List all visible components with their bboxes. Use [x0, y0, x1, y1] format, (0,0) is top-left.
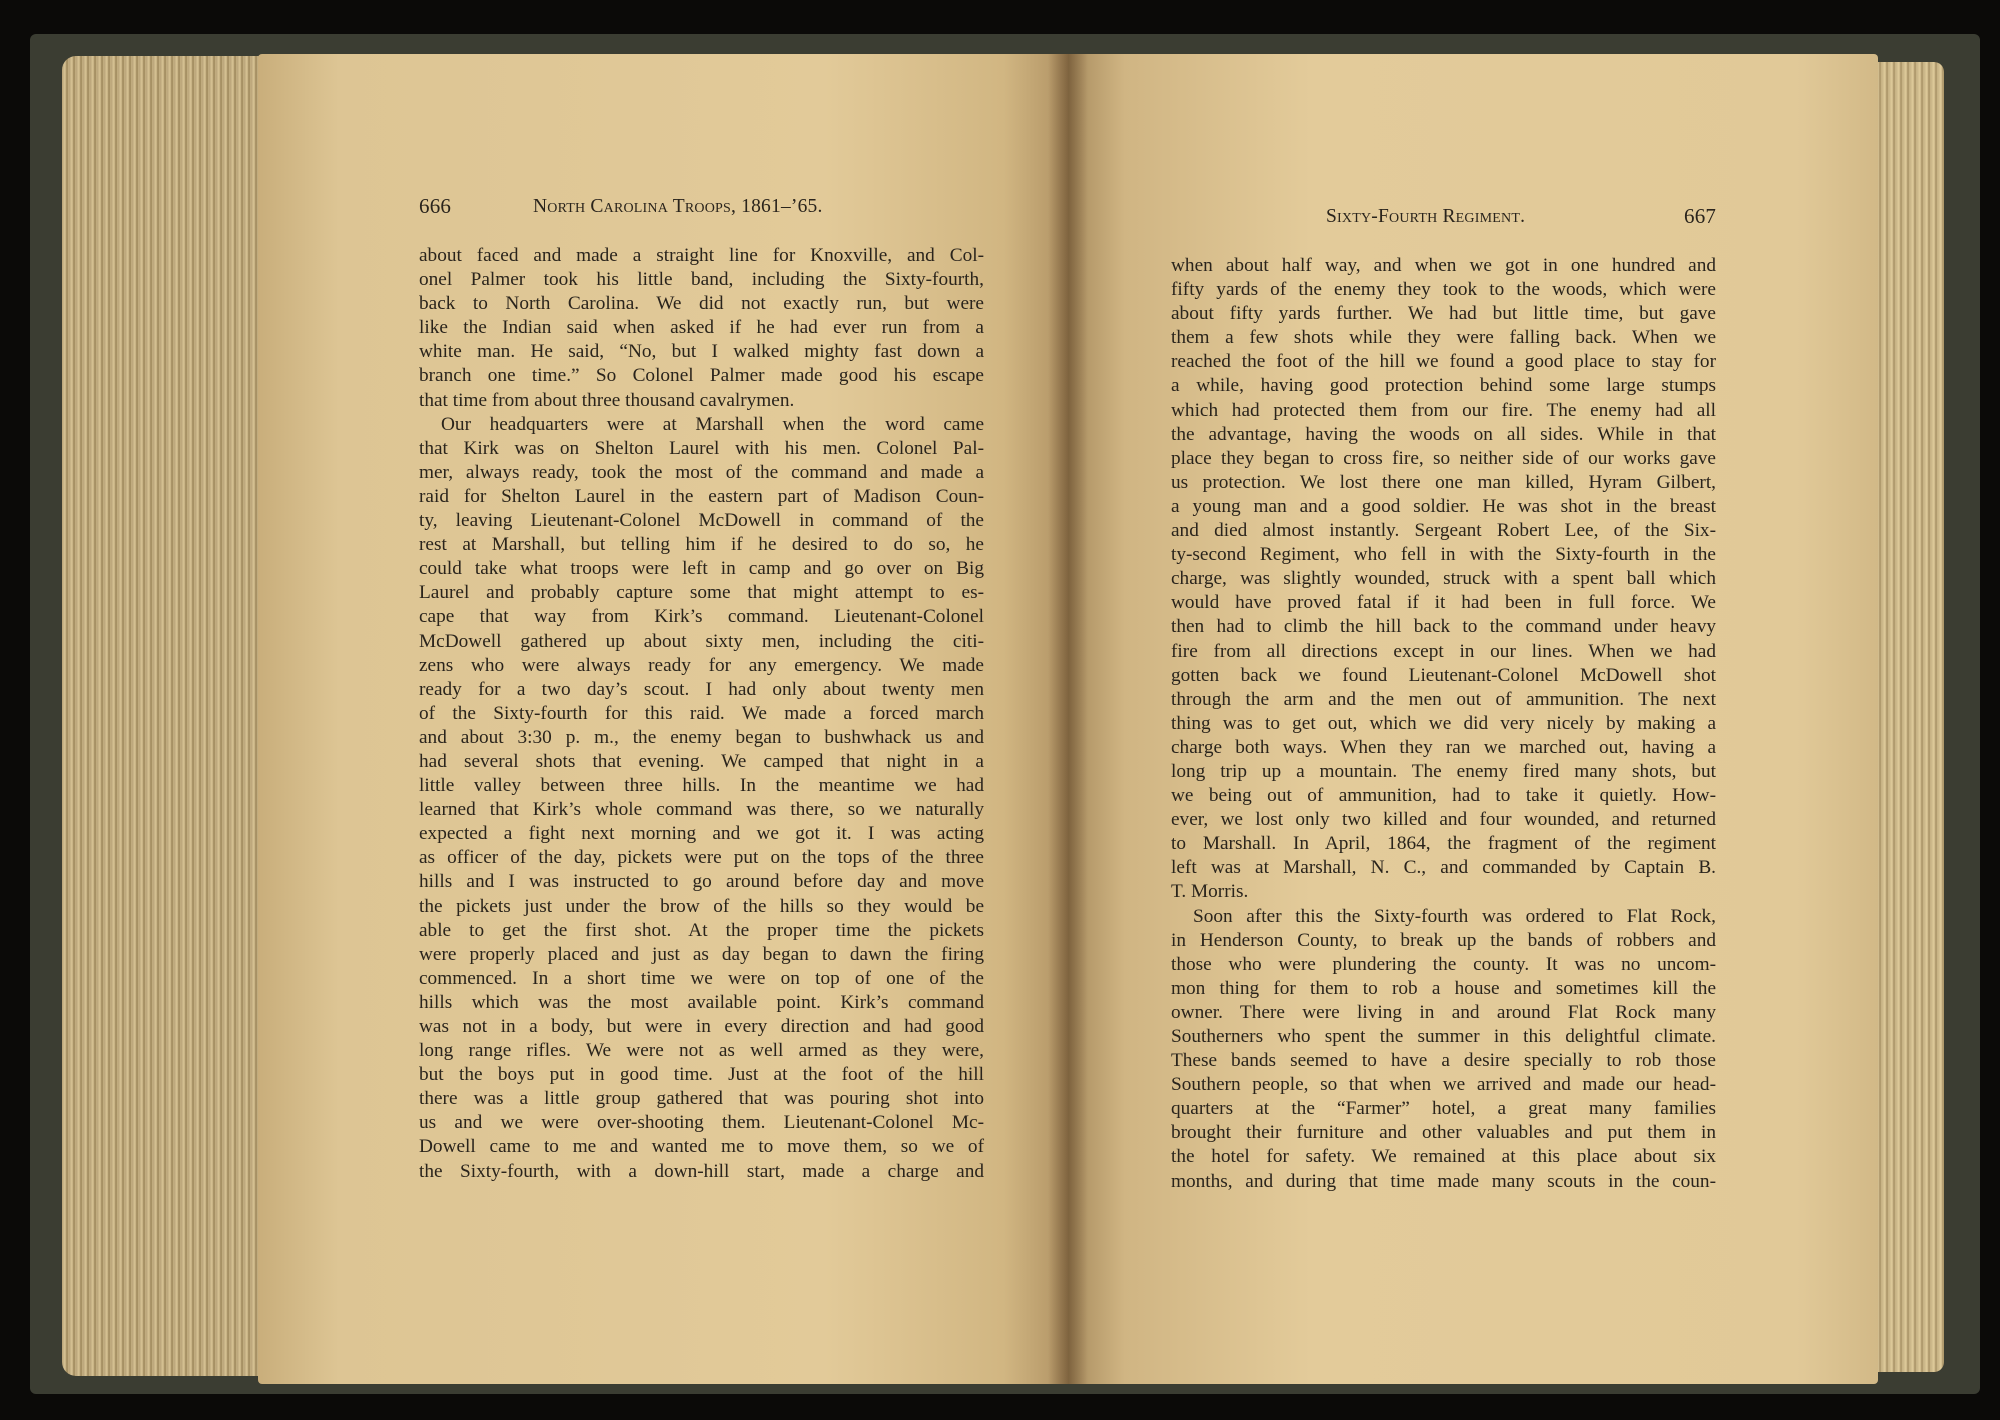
text-line: reached the foot of the hill we found a good place to stay for — [1171, 351, 1716, 373]
text-line: and died almost instantly. Sergeant Robert Lee, of the Six- — [1171, 520, 1716, 542]
left-running-head: North Carolina Troops, 1861–’65. — [533, 196, 823, 217]
text-line: that time from about three thousand cavalrymen. — [419, 389, 795, 411]
text-line: hills and I was instructed to go around before day and move — [419, 871, 984, 893]
text-line: quarters at the “Farmer” hotel, a great many families — [1171, 1098, 1716, 1120]
text-line: raid for Shelton Laurel in the eastern part of Madison Coun- — [419, 485, 984, 507]
text-line: there was a little group gathered that was pouring shot into — [419, 1088, 984, 1110]
text-line: us protection. We lost there one man killed, Hyram Gilbert, — [1171, 471, 1716, 493]
book-gutter — [1048, 54, 1088, 1384]
text-line: able to get the first shot. At the proper time the pickets — [419, 919, 984, 941]
text-line: of the Sixty-fourth for this raid. We made a forced march — [419, 702, 984, 724]
text-line: to Marshall. In April, 1864, the fragment of the regiment — [1171, 833, 1716, 855]
text-line: thing was to get out, which we did very nicely by making a — [1171, 712, 1716, 734]
text-line: back to North Carolina. We did not exactly run, but were — [419, 293, 984, 315]
text-line: like the Indian said when asked if he had ever run from a — [419, 317, 984, 339]
text-line: the pickets just under the brow of the hills so they would be — [419, 895, 984, 917]
text-line: These bands seemed to have a desire specially to rob those — [1171, 1050, 1716, 1072]
text-line: mer, always ready, took the most of the command and made a — [419, 461, 984, 483]
text-line: the Sixty-fourth, with a down-hill start, made a charge and — [419, 1160, 984, 1182]
left-page — [258, 54, 1068, 1384]
text-line: McDowell gathered up about sixty men, including the citi- — [419, 630, 984, 652]
text-line: learned that Kirk’s whole command was there, so we naturally — [419, 799, 984, 821]
text-line: Southerners who spent the summer in this delightful climate. — [1171, 1026, 1716, 1047]
text-line: hills which was the most available point. Kirk’s command — [419, 991, 984, 1013]
text-line: and about 3:30 p. m., the enemy began to bushwhack us and — [419, 726, 984, 748]
text-line: had several shots that evening. We camped that night in a — [419, 750, 984, 772]
right-page-body — [1171, 254, 1716, 1194]
text-line: a while, having good protection behind some large stumps — [1171, 375, 1716, 397]
page-edges-right — [1868, 62, 1944, 1372]
text-line: when about half way, and when we got in one hundred and — [1171, 255, 1716, 276]
text-line: charge both ways. When they ran we marched out, having a — [1171, 736, 1716, 758]
text-line: those who were plundering the county. It was no uncom- — [1171, 953, 1716, 975]
text-line: in Henderson County, to break up the bands of robbers and — [1171, 929, 1716, 951]
text-line: fifty yards of the enemy they took to the woods, which were — [1171, 279, 1716, 301]
page-edges-left — [62, 56, 262, 1376]
right-page — [1068, 54, 1878, 1384]
text-line: long trip up a mountain. The enemy fired many shots, but — [1171, 760, 1716, 782]
text-line: left was at Marshall, N. C., and commanded by Captain B. — [1171, 857, 1716, 879]
text-line: us and we were over-shooting them. Lieutenant-Colonel Mc- — [419, 1112, 984, 1134]
text-line: would have proved fatal if it had been in full force. We — [1171, 592, 1716, 614]
text-line: Dowell came to me and wanted me to move them, so we of — [419, 1136, 984, 1158]
right-page-number: 667 — [1684, 204, 1717, 228]
text-line: them a few shots while they were falling back. When we — [1171, 327, 1716, 349]
text-line: the hotel for safety. We remained at this place about six — [1171, 1146, 1716, 1168]
text-line: commenced. In a short time we were on top of one of the — [419, 967, 984, 989]
text-line: mon thing for them to rob a house and sometimes kill the — [1171, 977, 1716, 999]
text-line: the advantage, having the woods on all sides. While in that — [1171, 423, 1716, 445]
text-line: as officer of the day, pickets were put on the tops of the three — [419, 847, 984, 869]
text-line: Our headquarters were at Marshall when the word came — [441, 413, 984, 435]
text-line: cape that way from Kirk’s command. Lieutenant-Colonel — [419, 606, 984, 628]
text-line: fire from all directions except in our lines. When we had — [1171, 640, 1716, 662]
left-page-body — [419, 244, 984, 1184]
text-line: rest at Marshall, but telling him if he desired to do so, he — [419, 534, 984, 556]
text-line: which had protected them from our fire. The enemy had all — [1171, 399, 1716, 421]
text-line: Laurel and probably capture some that might attempt to es- — [419, 582, 984, 604]
text-line: then had to climb the hill back to the command under heavy — [1171, 616, 1716, 638]
text-line: but the boys put in good time. Just at the foot of the hill — [419, 1064, 984, 1086]
left-page-number: 666 — [419, 194, 452, 218]
text-line: we being out of ammunition, had to take it quietly. How- — [1171, 785, 1716, 807]
text-line: ready for a two day’s scout. I had only about twenty men — [419, 678, 984, 700]
text-line: zens who were always ready for any emergency. We made — [419, 654, 984, 676]
text-line: months, and during that time made many scouts in the coun- — [1171, 1170, 1716, 1192]
text-line: gotten back we found Lieutenant-Colonel McDowell shot — [1171, 664, 1716, 686]
text-line: ty, leaving Lieutenant-Colonel McDowell in command of the — [419, 510, 984, 532]
text-line: place they began to cross fire, so neither side of our works gave — [1171, 447, 1716, 469]
text-line: brought their furniture and other valuables and put them in — [1171, 1122, 1716, 1144]
text-line: were properly placed and just as day began to dawn the firing — [419, 943, 984, 965]
text-line: about fifty yards further. We had but little time, but gave — [1171, 303, 1716, 325]
text-line: expected a fight next morning and we got it. I was acting — [419, 823, 984, 845]
text-line: ty-second Regiment, who fell in with the Sixty-fourth in the — [1171, 544, 1716, 566]
text-line: branch one time.” So Colonel Palmer made good his escape — [419, 365, 984, 387]
text-line: charge, was slightly wounded, struck with a spent ball which — [1171, 568, 1716, 590]
text-line: ever, we lost only two killed and four wounded, and returned — [1171, 809, 1716, 831]
text-line: T. Morris. — [1171, 881, 1249, 903]
text-line: onel Palmer took his little band, including the Sixty-fourth, — [419, 269, 984, 291]
text-line: Soon after this the Sixty-fourth was ordered to Flat Rock, — [1193, 905, 1716, 927]
text-line: was not in a body, but were in every direction and had good — [419, 1016, 984, 1037]
text-line: white man. He said, “No, but I walked mighty fast down a — [419, 341, 984, 363]
text-line: Southern people, so that when we arrived and made our head- — [1171, 1074, 1716, 1096]
text-line: about faced and made a straight line for Knoxville, and Col- — [419, 245, 984, 266]
text-line: could take what troops were left in camp and go over on Big — [419, 558, 984, 580]
text-line: that Kirk was on Shelton Laurel with his men. Colonel Pal- — [419, 437, 984, 459]
right-running-head: Sixty-Fourth Regiment. — [1326, 206, 1526, 227]
text-line: through the arm and the men out of ammunition. The next — [1171, 688, 1716, 710]
text-line: owner. There were living in and around Flat Rock many — [1171, 1001, 1716, 1023]
text-line: a young man and a good soldier. He was shot in the breast — [1171, 495, 1716, 517]
text-line: little valley between three hills. In the meantime we had — [419, 775, 984, 797]
text-line: long range rifles. We were not as well armed as they were, — [419, 1040, 984, 1062]
